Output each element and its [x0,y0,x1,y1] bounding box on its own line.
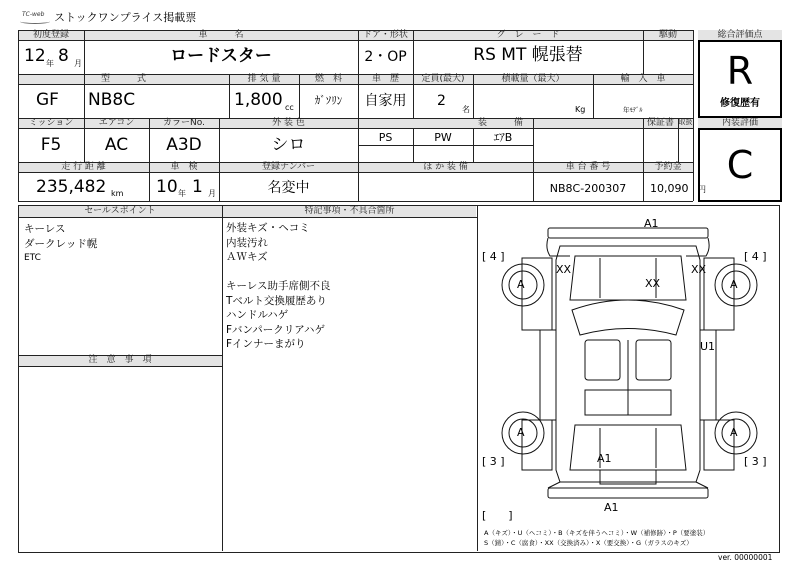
label-fuel: 燃 料 [314,74,342,84]
mileage: 235,482 [36,177,107,197]
label-car-name: 車 名 [198,30,244,40]
color-no: A3D [166,135,202,155]
unit-insp-year: 年 [178,189,186,198]
list-item: ハンドルハゲ [226,309,289,321]
mark-xx-right: XX [691,263,707,276]
equipment-pw: PW [434,131,452,144]
mark-xx-left: XX [556,263,572,276]
label-reg-number: 登録ナンバー [262,162,315,172]
label-color-no: カラーNo. [163,118,205,128]
wheel-label-fl: A [517,278,525,291]
chassis-no: NB8C-200307 [549,182,627,195]
mark-mid-right: U1 [700,340,716,353]
unit-km: km [111,189,124,198]
capacity: 2 [437,93,446,109]
unit-yen: 円 [698,185,706,194]
mark-bottom: A1 [604,501,619,514]
unit-cc: cc [285,103,294,112]
label-interior-eval: 内装評価 [721,118,758,128]
label-load: 積載量（最大） [501,74,565,84]
label-grade: グ レ ー ド [496,30,560,40]
legend-line-1: A（キズ）・U（ヘコミ）・B（キズを伴うヘコミ）・W（補修跡）・P（要塗装） [484,529,710,537]
label-overall-eval: 総合評価点 [717,30,763,40]
overall-grade: R [726,49,754,93]
fuel: ｶﾞｿﾘﾝ [314,94,343,107]
mission: F5 [40,135,62,155]
list-item: Tベルト交換履歴あり [226,294,327,307]
car-condition-diagram [478,206,777,550]
overall-grade-sub: 修復歴有 [720,98,760,109]
mark-xx-center: XX [645,277,661,290]
ext-color: シロ [271,135,306,155]
notes-list [226,221,330,352]
list-item: キーレス [24,223,66,235]
history: 自家用 [364,93,407,109]
price: 10,090 [650,182,689,195]
unit-persons: 名 [462,105,470,114]
label-equipment: 装 備 [477,118,523,128]
label-recycle: 取扱 [678,118,693,126]
wheel-label-rr: A [730,426,738,439]
label-history: 車 歴 [371,74,399,84]
car-name: ロードスター [170,46,272,66]
label-aircon: エアコン [98,118,135,128]
page-title: ストックワンプライス掲載票 [54,11,197,24]
label-price: 予約金 [654,162,682,172]
label-capacity: 定員(最大) [421,74,465,84]
grade: RS MT 幌張替 [473,45,583,65]
label-notes: 特記事項・不具合箇所 [304,206,395,216]
label-mileage: 走 行 距 離 [61,162,106,172]
label-caution: 注 意 事 項 [88,355,152,365]
mark-rear: A1 [597,452,612,465]
displacement: 1,800 [234,90,283,110]
aircon: AC [104,135,129,155]
sales-points-list [24,222,97,266]
list-item: Fインナーまがり [226,338,306,350]
reg-number: 名変中 [267,180,310,196]
inspection-month: 1 [192,177,203,197]
unit-year: 年 [46,59,54,68]
bracket-top-left: [ 4 ] [482,250,505,263]
unit-year-model: 年ﾓﾃﾞﾙ [623,106,643,114]
list-item: ダークレッド幌 [24,237,98,250]
logo: TC-web [22,11,45,18]
label-drive: 駆動 [658,30,677,40]
list-item [226,265,330,280]
list-item: ETC [24,253,41,263]
bracket-top-right: [ 4 ] [744,250,767,263]
model-type: NB8C [88,90,136,110]
wheel-label-rl: A [517,426,525,439]
equipment-airbag: ｴｱB [493,131,513,144]
label-displacement: 排 気 量 [247,74,281,84]
version: ver. 00000001 [718,553,773,562]
label-other-equip: ほ か 装 備 [423,162,468,172]
bracket-bottom-left: [ 3 ] [482,455,505,468]
legend-line-2: S（錆）・C（腐食）・XX（交換済み）・X（要交換）・G（ガラスのキズ） [484,539,693,547]
label-mission: ミッション [28,118,74,128]
mark-top: A1 [644,217,659,230]
interior-grade: C [726,143,754,187]
equipment-ps: PS [378,131,393,144]
logo-swoosh-icon [20,19,50,24]
label-first-reg: 初度登録 [32,30,69,40]
label-inspection: 車 検 [170,162,198,172]
list-item: 内装汚れ [226,236,268,249]
label-sales-points: セールスポイント [84,206,156,216]
label-import: 輸 入 車 [620,74,666,84]
label-model-type: 型 式 [100,74,146,84]
label-chassis-no: 車 台 番 号 [565,162,611,172]
list-item: 外装キズ・ヘコミ [226,222,310,234]
wheel-label-fr: A [730,278,738,291]
reg-year: 12 [24,46,46,66]
label-warranty: 保証書 [646,118,674,128]
inspection-year: 10 [156,177,178,197]
model-prefix: GF [36,90,59,110]
list-item: キーレス助手席側不良 [226,280,331,292]
bracket-bottom: [ ] [482,509,513,522]
label-ext-color: 外 装 色 [272,118,305,128]
door-type: 2・OP [364,49,407,65]
unit-month: 月 [74,59,82,68]
unit-insp-month: 月 [208,189,216,198]
list-item: Fバンパークリアハゲ [226,323,325,336]
label-door-type: ドア・形状 [363,30,408,40]
list-item: ＡＷキズ [226,251,268,263]
reg-month: 8 [58,46,69,66]
bracket-bottom-right: [ 3 ] [744,455,767,468]
unit-kg: Kg [575,105,586,114]
